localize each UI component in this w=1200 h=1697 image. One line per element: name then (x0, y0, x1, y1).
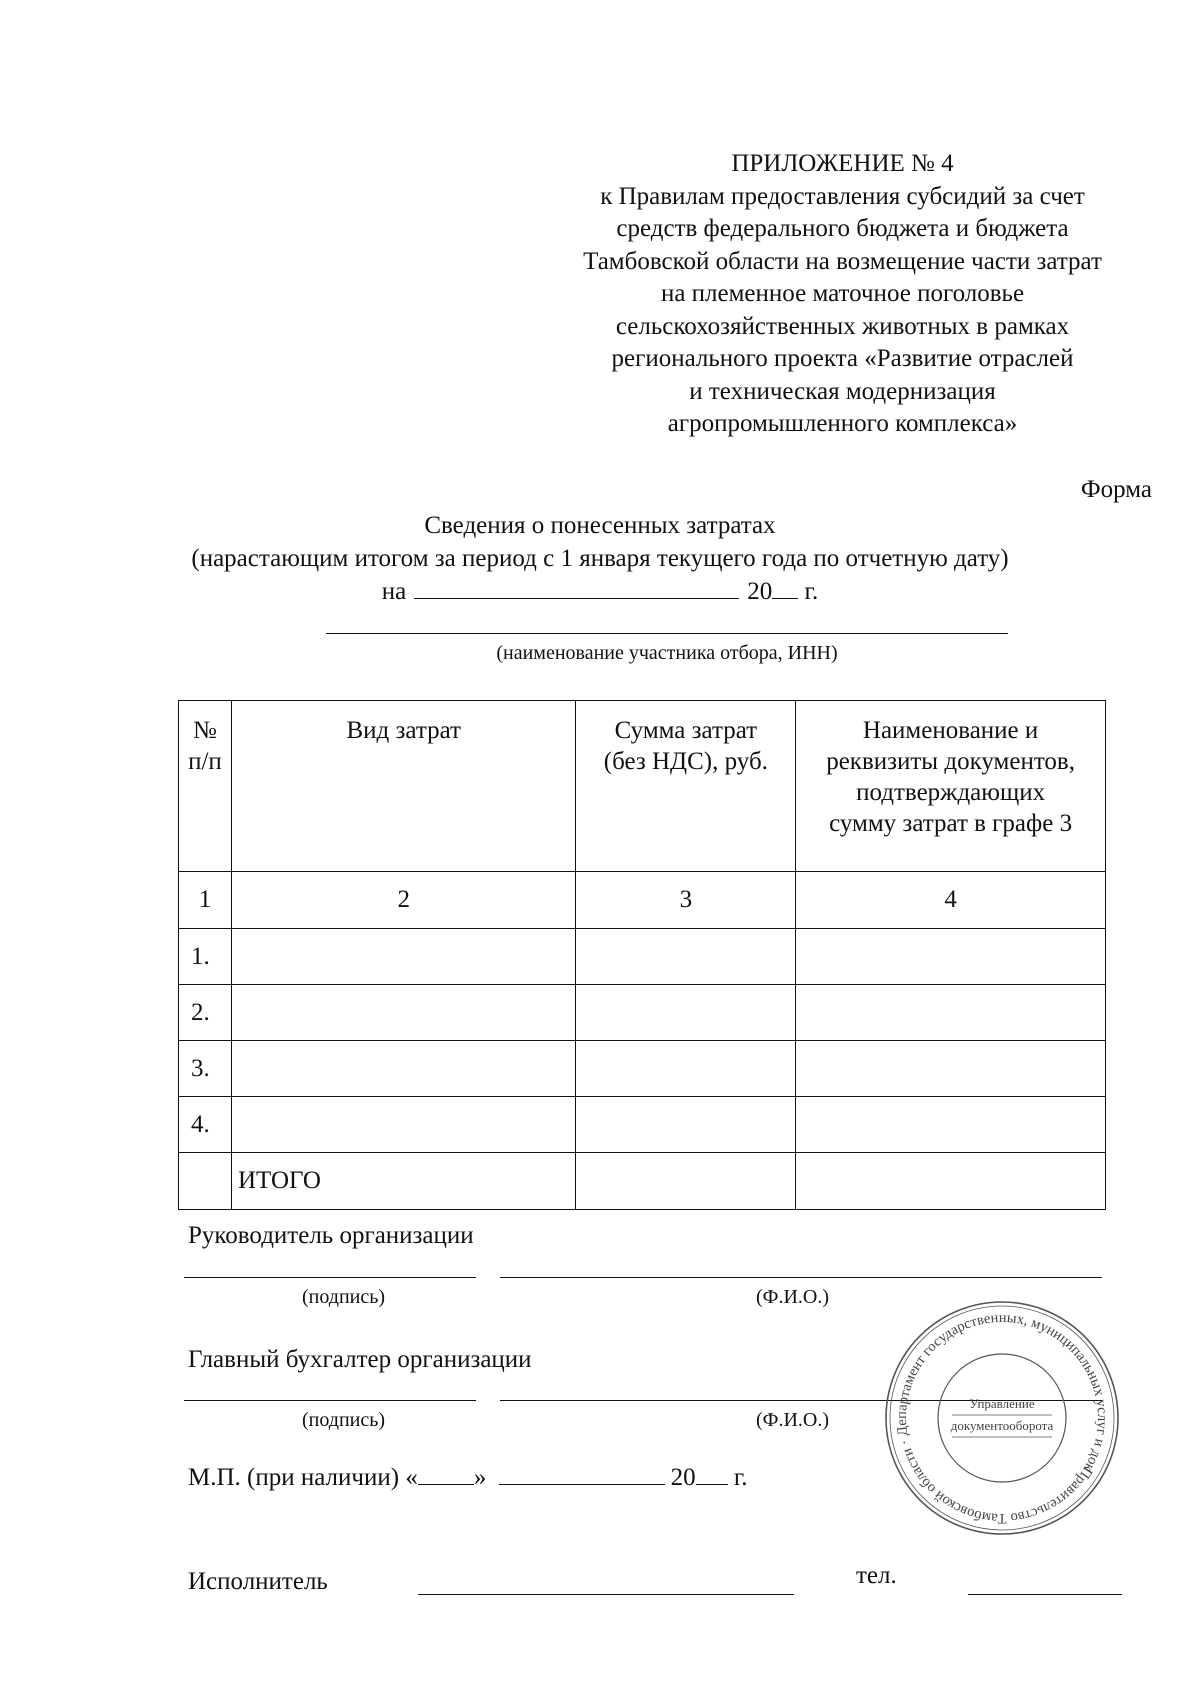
seal-year-blank[interactable] (696, 1462, 728, 1485)
date-line (0, 575, 1200, 608)
header-amount: Сумма затрат (без НДС), руб. (576, 701, 796, 872)
table-row (179, 985, 1106, 1041)
form-label: Форма (1080, 476, 1152, 503)
row-number: 1. (179, 929, 232, 985)
row-number: 3. (179, 1041, 232, 1097)
header-documents: Наименование и реквизиты документов, подтверждающих сумму затрат в графе 3 (796, 701, 1106, 872)
stamp-inner-line-2: документооборота (950, 1418, 1054, 1433)
documents-cell[interactable] (796, 929, 1106, 985)
seal-year-prefix: 20 (670, 1464, 696, 1491)
amount-cell[interactable] (576, 929, 796, 985)
annex-title: ПРИЛОЖЕНИЕ № 4 (731, 150, 954, 177)
column-numbers-row (179, 872, 1106, 929)
annex-line: агропромышленного комплекса» (667, 410, 1018, 437)
official-stamp (882, 1298, 1122, 1538)
svg-text:Правительство Тамбовской облас: Правительство Тамбовской области · Департамент государственных, муниципальных услуг и документооборота (893, 1309, 1111, 1527)
column-number: 2 (231, 872, 576, 929)
table-row (179, 929, 1106, 985)
documents-cell[interactable] (796, 1097, 1106, 1153)
annex-header (520, 148, 1165, 441)
head-label: Руководитель организации (188, 1222, 474, 1249)
table-row (179, 1097, 1106, 1153)
annex-line: и техническая модернизация (689, 377, 996, 405)
participant-name-blank[interactable] (326, 633, 1008, 634)
annex-line: сельскохозяйственных животных в рамках (615, 312, 1070, 340)
date-prefix: на (381, 578, 407, 605)
seal-quote-close: » (473, 1464, 487, 1491)
amount-cell[interactable] (576, 1041, 796, 1097)
year-prefix: 20 (747, 578, 773, 605)
table-header-row (179, 701, 1106, 872)
head-name-caption: (Ф.И.О.) (756, 1286, 830, 1308)
amount-cell[interactable] (576, 1097, 796, 1153)
amount-cell[interactable] (576, 985, 796, 1041)
annex-line: Тамбовской области на возмещение части затрат (583, 247, 1102, 275)
total-documents-cell[interactable] (796, 1153, 1106, 1210)
executor-name-blank[interactable] (418, 1594, 794, 1595)
annex-line: к Правилам предоставления субсидий за счет (600, 182, 1085, 210)
phone-label: тел. (856, 1562, 897, 1589)
seal-year-suffix: г. (733, 1464, 748, 1491)
title-line-2: (нарастающим итогом за период с 1 января текущего года по отчетную дату) (191, 545, 1009, 572)
annex-line: средств федерального бюджета и бюджета (616, 215, 1069, 242)
documents-cell[interactable] (796, 1041, 1106, 1097)
column-number: 1 (179, 872, 232, 929)
total-number-cell (179, 1153, 232, 1210)
executor-label: Исполнитель (188, 1568, 328, 1595)
head-signature-blank[interactable] (184, 1277, 476, 1278)
stamp-inner-line-1: Управление (969, 1396, 1035, 1411)
accountant-signature-caption: (подпись) (302, 1409, 386, 1431)
date-blank[interactable] (414, 576, 739, 599)
seal-prefix: М.П. (при наличии) « (188, 1464, 418, 1491)
costs-table (178, 700, 1106, 1210)
cost-type-cell[interactable] (231, 929, 576, 985)
seal-day-blank[interactable] (418, 1462, 474, 1485)
stamp-seal-icon (882, 1298, 1122, 1538)
form-title (0, 509, 1200, 608)
total-row (179, 1153, 1106, 1210)
row-number: 4. (179, 1097, 232, 1153)
cost-type-cell[interactable] (231, 985, 576, 1041)
year-suffix: г. (804, 578, 819, 605)
total-label: ИТОГО (231, 1153, 576, 1210)
header-number: № п/п (179, 701, 232, 872)
annex-line: регионального проекта «Развитие отраслей (611, 345, 1074, 372)
year-blank[interactable] (772, 576, 798, 599)
accountant-signature-blank[interactable] (184, 1400, 476, 1401)
head-name-blank[interactable] (500, 1277, 1102, 1278)
column-number: 4 (796, 872, 1106, 929)
column-number: 3 (576, 872, 796, 929)
seal-month-blank[interactable] (499, 1462, 665, 1485)
header-cost-type: Вид затрат (231, 701, 576, 872)
annex-line: на племенное маточное поголовье (660, 280, 1025, 307)
accountant-label: Главный бухгалтер организации (188, 1346, 532, 1373)
table-row (179, 1041, 1106, 1097)
row-number: 2. (179, 985, 232, 1041)
phone-blank[interactable] (968, 1594, 1122, 1595)
title-line-1: Сведения о понесенных затратах (424, 512, 776, 539)
participant-caption: (наименование участника отбора, ИНН) (496, 642, 838, 664)
seal-date-line (188, 1462, 748, 1492)
cost-type-cell[interactable] (231, 1097, 576, 1153)
documents-cell[interactable] (796, 985, 1106, 1041)
accountant-name-caption: (Ф.И.О.) (756, 1409, 830, 1431)
total-amount-cell[interactable] (576, 1153, 796, 1210)
head-signature-caption: (подпись) (302, 1286, 386, 1308)
cost-type-cell[interactable] (231, 1041, 576, 1097)
